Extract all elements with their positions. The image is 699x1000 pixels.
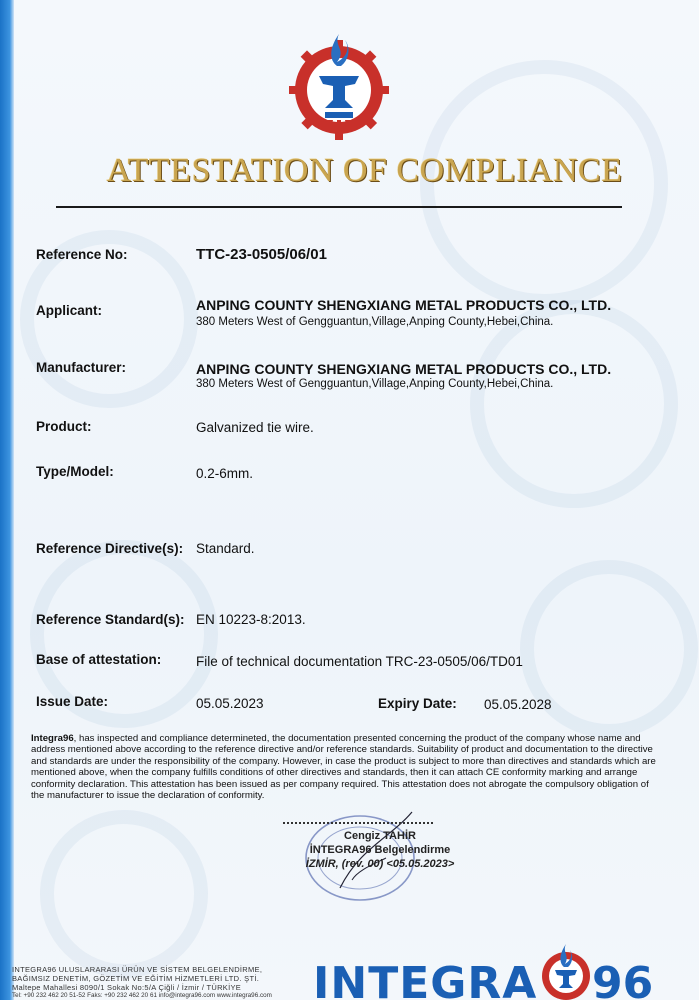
applicant-label: Applicant: [36,303,102,318]
type-model-label: Type/Model: [36,464,114,479]
signatory-organization: İNTEGRA96 Belgelendirme [309,844,451,856]
footer-address: Maltepe Mahallesi 8090/1 Sokak No:5/A Çiğli / İzmir / TÜRKİYE [12,983,242,992]
base-of-attestation-label: Base of attestation: [36,652,162,667]
statement-text: , has inspected and compliance determineted, the documentation presented concerning the product of the company whose name and address mentioned above according to the reference directive and/or reference standards. Suitability of product and documentation to the directive and standards are under the responsibility of the company. However, in case the product is subject to more than directives and standards which are mentioned above, when the company fulfills conditions of other directives and standards, then it can attach CE conformity marking and arrange conformity declaration. This attestation has been issued as per company required. This attestation does not abrogate the compulsory obligation of the manufacturer to issue the declaration of conformity. [31,733,656,802]
document-title: ATTESTATION OF COMPLIANCE [106,152,623,189]
signatory-name: Cengiz TAHİR [344,830,416,842]
watermark-gear [40,810,208,978]
issue-date-label: Issue Date: [36,694,109,709]
signature-location-revision: İZMİR, (rev. 00) <05.05.2023> [305,858,455,870]
expiry-date-value: 05.05.2028 [484,697,552,712]
title-divider [56,206,622,208]
expiry-date-label: Expiry Date: [378,696,457,711]
reference-directive-value: Standard. [196,541,255,556]
footer-brand-number: 96 [592,958,654,1000]
manufacturer-name: ANPING COUNTY SHENGXIANG METAL PRODUCTS CO., LTD. [196,361,612,377]
applicant-name: ANPING COUNTY SHENGXIANG METAL PRODUCTS CO., LTD. [196,297,612,313]
reference-no-label: Reference No: [36,247,128,262]
footer-contact: Tel: +90 232 462 20 51-52 Faks: +90 232 462 20 61 info@integra96.com www.integra96.com [12,992,272,999]
reference-directive-label: Reference Directive(s): [36,541,184,556]
reference-standard-label: Reference Standard(s): [36,612,185,627]
manufacturer-label: Manufacturer: [36,360,127,375]
product-value: Galvanized tie wire. [196,420,314,435]
footer-logo-icon [538,942,594,1000]
product-label: Product: [36,419,92,434]
footer-company-line1: INTEGRA96 ULUSLARARASI ÜRÜN VE SİSTEM BELGELENDİRME, [12,965,263,974]
base-of-attestation-value: File of technical documentation TRC-23-0505/06/TD01 [196,654,523,669]
issue-date-value: 05.05.2023 [196,696,264,711]
footer-brand-text: INTEGRA [313,958,538,1000]
left-blue-border [0,0,14,1000]
integra96-logo-icon [289,28,389,143]
footer-company-line2: BAĞIMSIZ DENETİM, GÖZETİM VE EĞİTİM HİZMETLERİ LTD. ŞTİ. [12,974,260,983]
reference-standard-value: EN 10223-8:2013. [196,612,306,627]
reference-no-value: TTC-23-0505/06/01 [196,246,327,263]
manufacturer-address: 380 Meters West of Gengguantun,Village,Anping County,Hebei,China. [196,378,554,390]
applicant-address: 380 Meters West of Gengguantun,Village,Anping County,Hebei,China. [196,316,554,328]
statement-company: Integra96 [31,733,74,744]
type-model-value: 0.2-6mm. [196,466,254,481]
watermark-gear [470,300,678,508]
signature-line [283,822,433,826]
attestation-statement [31,733,661,801]
